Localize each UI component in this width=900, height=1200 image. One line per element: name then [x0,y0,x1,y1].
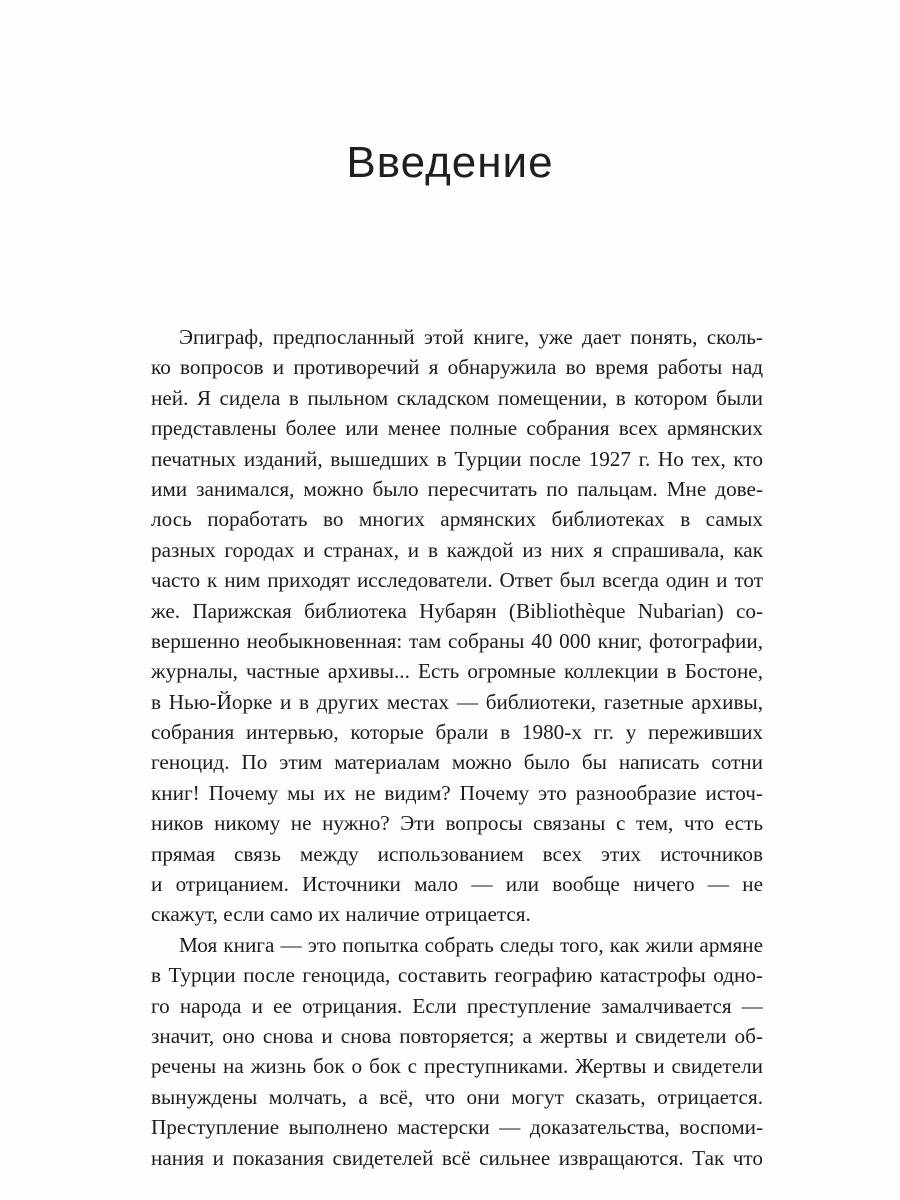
text-line: вершенно необыкновенная: там собраны 40 000 книг, фотографии, [151,628,763,653]
text-line: нания и показания свидетелей всё сильнее извращаются. Так что [151,1145,763,1170]
text-line: же. Парижская библиотека Нубарян (Bibliothèque Nubarian) со- [151,598,763,623]
text-line: собрания интервью, которые брали в 1980-х гг. у переживших [151,720,763,745]
text-line: го народа и ее отрицания. Если преступление замалчивается — [151,993,763,1018]
text-line: разных городах и странах, и в каждой из них я спрашивала, как [151,537,763,562]
paragraph-2 [151,930,763,1173]
chapter-title: Введение [346,138,554,187]
text-line: Эпиграф, предпосланный этой книге, уже дает понять, сколь- [179,325,763,349]
text-line: ников никому не нужно? Эти вопросы связаны с тем, что есть [151,811,763,836]
text-line: прямая связь между использованием всех этих источников [151,841,763,866]
body-text [151,322,763,1173]
text-line: Моя книга — это попытка собрать следы того, как жили армяне [179,932,763,957]
text-line: и отрицанием. Источники мало — или вообще ничего — не [151,872,763,897]
text-line: ими занимался, можно было пересчитать по пальцам. Мне дове- [151,476,763,501]
text-line: представлены более или менее полные собрания всех армянских [151,416,763,441]
text-line: вынуждены молчать, а всё, что они могут сказать, отрицается. [151,1084,763,1109]
text-line: скажут, если само их наличие отрицается. [151,902,531,927]
text-line: значит, оно снова и снова повторяется; а жертвы и свидетели об- [151,1023,763,1048]
text-line: в Турции после геноцида, составить географию катастрофы одно- [151,963,763,988]
text-line: журналы, частные архивы... Есть огромные коллекции в Бостоне, [151,659,763,684]
text-line: печатных изданий, вышедших в Турции после 1927 г. Но тех, кто [151,446,763,471]
text-line: книг! Почему мы их не видим? Почему это разнообразие источ- [151,780,763,805]
text-line: ко вопросов и противоречий я обнаружила во время работы над [151,355,763,380]
text-line: часто к ним приходят исследователи. Ответ был всегда один и тот [151,568,763,593]
text-line: ней. Я сидела в пыльном складском помещении, в котором были [151,385,763,410]
text-line: геноцид. По этим материалам можно было бы написать сотни [151,750,763,775]
text-line: лось поработать во многих армянских библиотеках в самых [151,507,763,532]
text-line: в Нью-Йорке и в других местах — библиотеки, газетные архивы, [151,689,763,714]
paragraph-1 [151,322,763,930]
text-line: речены на жизнь бок о бок с преступниками. Жертвы и свидетели [151,1054,763,1079]
text-line: Преступление выполнено мастерски — доказательства, воспоми- [151,1115,763,1140]
